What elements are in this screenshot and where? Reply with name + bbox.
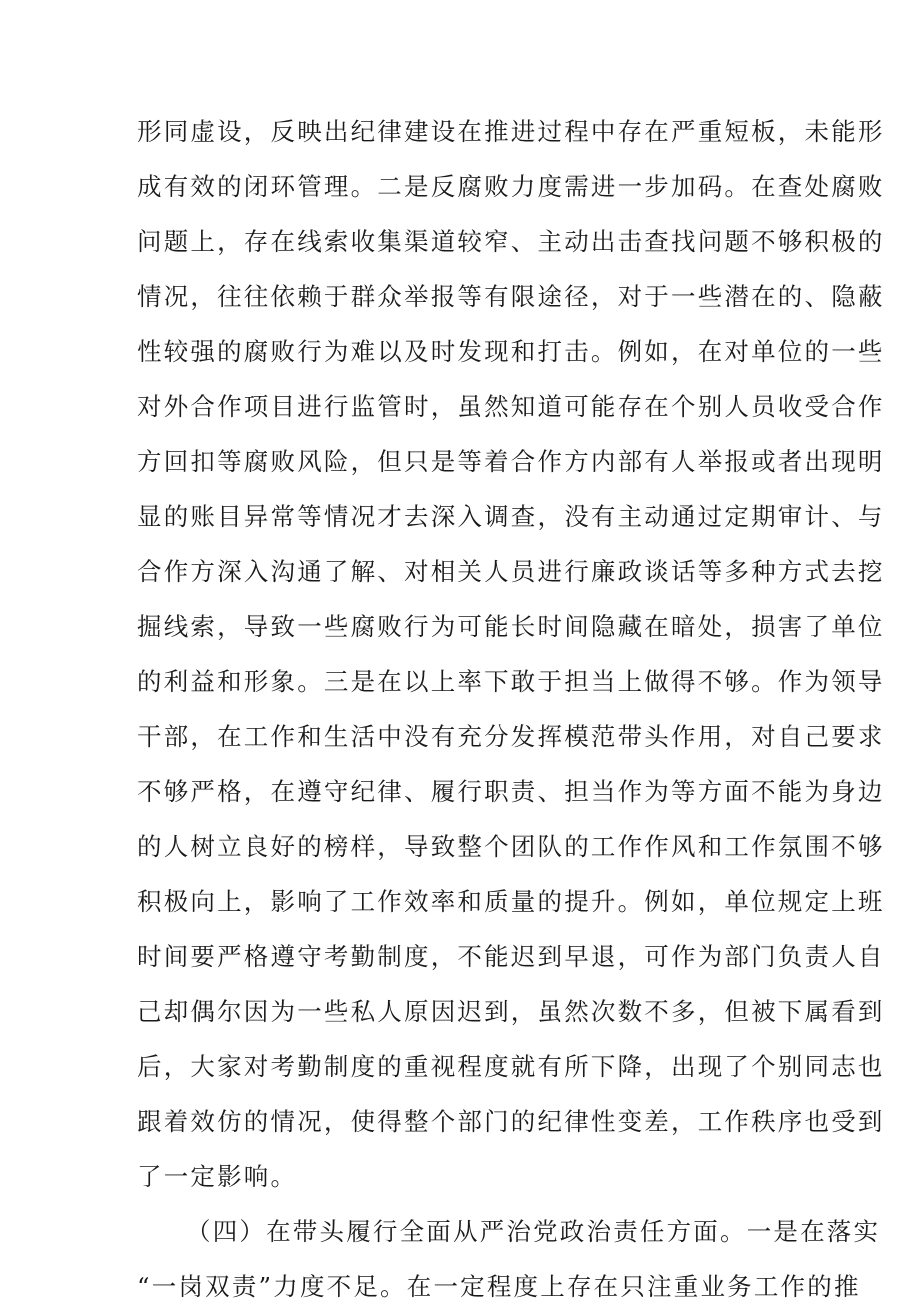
text-line: 对外合作项目进行监管时，虽然知道可能存在个别人员收受合作 [137,392,885,421]
text-line: 性较强的腐败行为难以及时发现和打击。例如，在对单位的一些 [137,337,885,366]
section-heading-line: （四）在带头履行全面从严治党政治责任方面。一是在落实 [186,1217,881,1246]
text-line: 成有效的闭环管理。二是反腐败力度需进一步加码。在查处腐败 [137,172,885,201]
text-line: 了一定影响。 [137,1162,298,1191]
text-line: 己却偶尔因为一些私人原因迟到，虽然次数不多，但被下属看到 [137,997,885,1026]
text-line: 跟着效仿的情况，使得整个部门的纪律性变差，工作秩序也受到 [137,1107,885,1136]
text-line: 的利益和形象。三是在以上率下敢于担当上做得不够。作为领导 [137,667,885,696]
text-line: “一岗双责”力度不足。在一定程度上存在只注重业务工作的推 [137,1272,861,1301]
text-line: 情况，往往依赖于群众举报等有限途径，对于一些潜在的、隐蔽 [137,282,885,311]
paragraph-1 [137,104,885,1204]
text-line: 后，大家对考勤制度的重视程度就有所下降，出现了个别同志也 [137,1052,885,1081]
text-line: 合作方深入沟通了解、对相关人员进行廉政谈话等多种方式去挖 [137,557,885,586]
text-line: 积极向上，影响了工作效率和质量的提升。例如，单位规定上班 [137,887,885,916]
text-line: 的人树立良好的榜样，导致整个团队的工作作风和工作氛围不够 [137,832,885,861]
text-line: 显的账目异常等情况才去深入调查，没有主动通过定期审计、与 [137,502,885,531]
document-body [137,104,885,1314]
text-line: 干部，在工作和生活中没有充分发挥模范带头作用，对自己要求 [137,722,885,751]
text-line: 形同虚设，反映出纪律建设在推进过程中存在严重短板，未能形 [137,117,885,146]
text-line: 问题上，存在线索收集渠道较窄、主动出击查找问题不够积极的 [137,227,885,256]
paragraph-2 [137,1204,881,1314]
text-line: 不够严格，在遵守纪律、履行职责、担当作为等方面不能为身边 [137,777,885,806]
text-line: 时间要严格遵守考勤制度，不能迟到早退，可作为部门负责人自 [137,942,885,971]
text-line: 掘线索，导致一些腐败行为可能长时间隐藏在暗处，损害了单位 [137,612,885,641]
text-line: 方回扣等腐败风险，但只是等着合作方内部有人举报或者出现明 [137,447,885,476]
